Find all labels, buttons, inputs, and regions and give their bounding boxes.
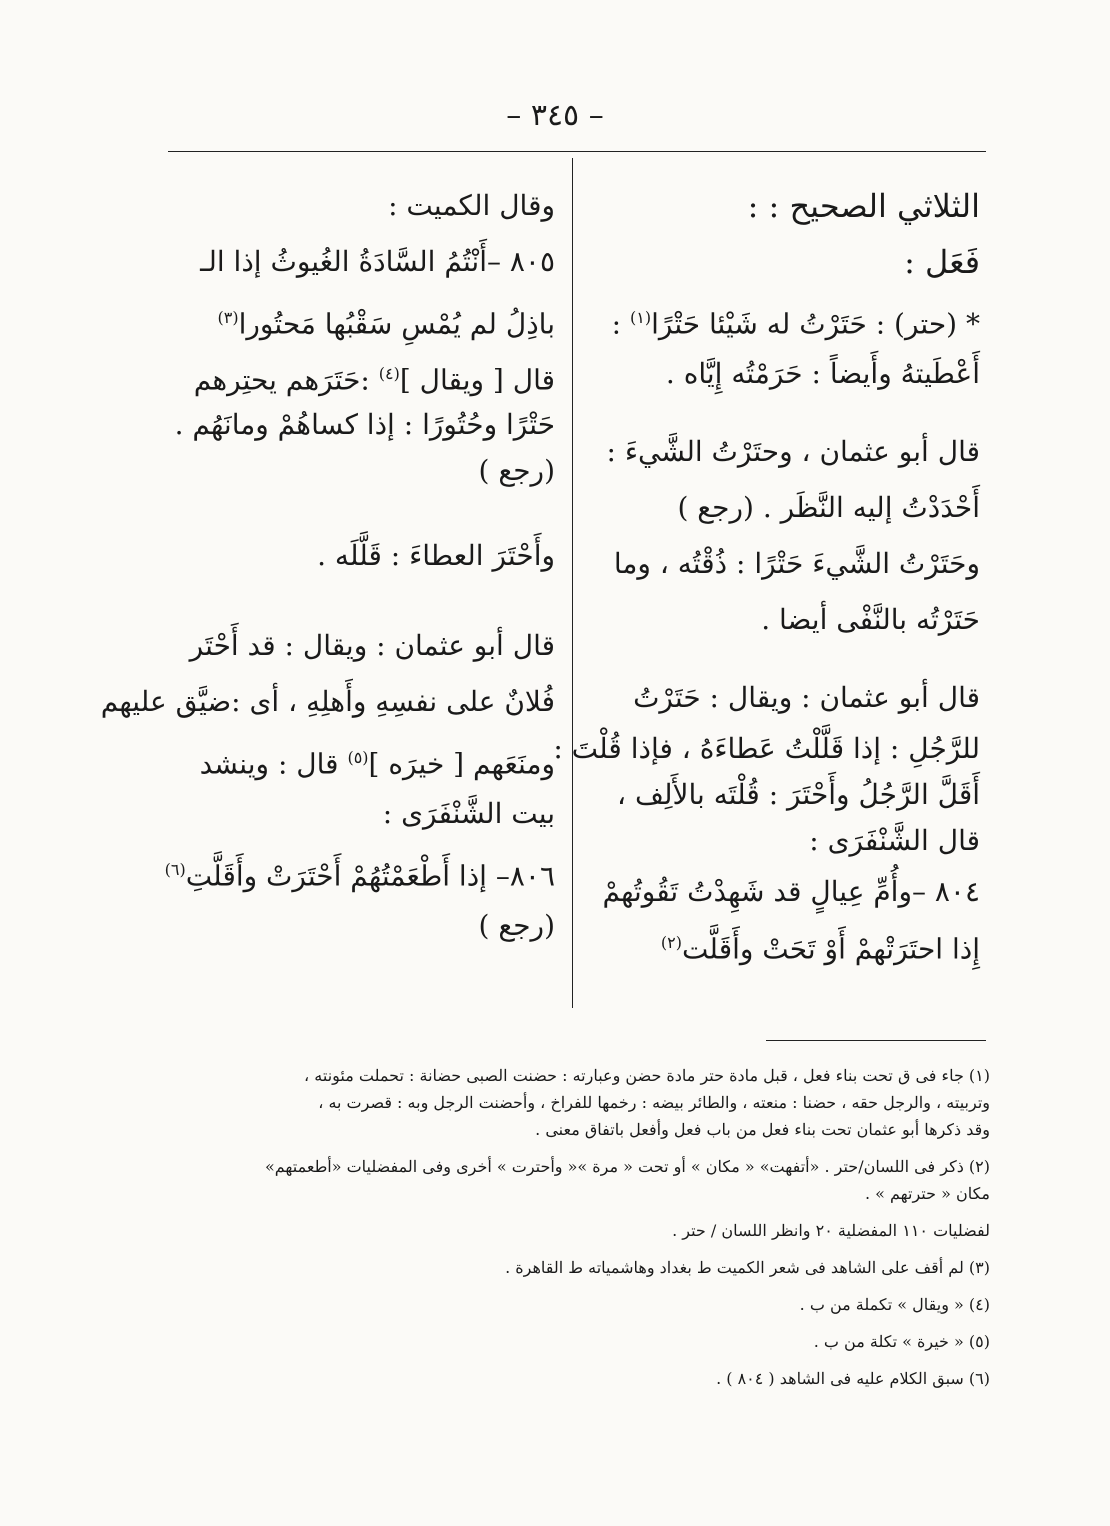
page-number: – ٣٤٥ –: [506, 98, 604, 133]
verse-line: ٨٠٥ –أَنْتُمُ السَّادَةُ الغُيوثُ إذا الـ: [200, 245, 555, 278]
text-line: حَتَرْتُه بالنَّفْى أيضا .: [761, 603, 980, 636]
text-line: فُلانٌ على نفسِهِ وأَهلِهِ ، أى :ضيَّق عليهم: [100, 685, 555, 718]
footnote-line: لفضليات ١١٠ المفضلية ٢٠ وانظر اللسان / حتر .: [672, 1221, 990, 1240]
verse-line: باذِلُ لم يُمْسِ سَقْبُها مَحتُورا$^{(٣)}$: [217, 307, 555, 341]
text-line: أَحْدَدْتُ إليه النَّظَر . (رجع ): [677, 491, 980, 524]
text-line: أَعْطَيتهُ وأَيضاً : حَرَمْتُه إِيَّاه .: [665, 357, 980, 390]
footnote-rule: [766, 1040, 986, 1041]
text-line: حَتْرًا وحُتُورًا : إذا كساهُمْ ومانَهُم .: [174, 408, 555, 441]
text-line: أَقَلَّ الرَّجُلُ وأَحْتَرَ : قُلْتَه بالأَلِف ،: [617, 778, 980, 811]
footnote-line: (٢) ذكر فى اللسان/حتر . «أتفهت» « مكان » أو تحت « مرة »« وأحترت » أخرى وفى المفضليات «أطعمتهم»: [264, 1157, 990, 1176]
footnotes: [170, 1062, 990, 1392]
footnote-line: (٣) لم أقف على الشاهد فى شعر الكميت ط بغداد وهاشمياته ط القاهرة .: [505, 1258, 990, 1277]
footnote-line: (٤) « ويقال » تكملة من ب .: [799, 1295, 990, 1314]
footnote-ref: (٢): [660, 933, 682, 952]
text-line: قال أبو عثمان : ويقال : حَتَرْتُ: [633, 681, 980, 714]
text-line: وأَحْتَرَ العطاءَ : قَلَّلَه .: [317, 539, 555, 572]
footnote-ref: (٣): [217, 308, 239, 327]
footnote-line: (٦) سبق الكلام عليه فى الشاهد ( ٨٠٤ ) .: [716, 1369, 990, 1388]
text-line: قال [ ويقال ]$^{(٤)}$ :حَتَرَهم يحتِرهم: [193, 363, 555, 397]
return-marker: (رجع ): [478, 454, 555, 487]
text-line: ومنَعَهم [ خيرَه ]$^{(٥)}$ قال : وينشد: [199, 747, 555, 781]
verse-line: ٨٠٤ –وأُمِّ عِيالٍ قد شَهِدْتُ تَقُوتُهمْ: [602, 875, 980, 908]
footnote-line: وتربيته ، والرجل حقه ، حضنا : منعته ، والطائر بيضه : رخمها للفراخ ، وأحضنت الرجل وبه : قصرت به ،: [318, 1093, 990, 1112]
text-line: بيت الشَّنْفَرَى :: [382, 797, 555, 830]
text-line: وحَتَرْتُ الشَّيءَ حَتْرًا : ذُقْتُه ، وما: [613, 547, 980, 580]
text-line: * (حتر) : حَتَرْتُ له شَيْئا حَتْرًا$^{(١)}$ :: [611, 307, 980, 341]
footnote-ref: (٥): [347, 748, 369, 767]
text-line: قال أبو عثمان ، وحتَرْتُ الشَّيءَ :: [606, 435, 980, 468]
text-line: وقال الكميت :: [388, 189, 555, 222]
footnote-line: مكان « حترتهم » .: [864, 1184, 990, 1203]
text-line: قال أبو عثمان : ويقال : قد أَحْتَر: [189, 629, 555, 662]
footnote-ref: (٤): [378, 364, 400, 383]
footnote-ref: (٦): [164, 860, 186, 879]
pattern-heading: فَعَل :: [904, 243, 980, 281]
left-column: [100, 178, 555, 954]
footnote-line: وقد ذكرها أبو عثمان تحت بناء فعل من باب فعل وأفعل باتفاق معنى .: [535, 1120, 990, 1139]
header-rule: [168, 151, 986, 152]
column-divider: [572, 158, 573, 1008]
verse-line: ٨٠٦– إذا أَطْعَمْتُهُمْ أَحْتَرَتْ وأَقَلَّتِ$^{(٦)}$: [164, 859, 555, 893]
footnote-line: (١) جاء فى ق تحت بناء فعل ، قبل مادة حتر مادة حضن وعبارته : حضنت الصبى حضانة : تحملت مئونته ،: [304, 1066, 990, 1085]
text-line: للرَّجُلِ : إذا قَلَّلْتُ عَطاءَهُ ، فإذا قُلْتَ :: [553, 732, 980, 765]
footnote-line: (٥) « خيرة » تكلة من ب .: [813, 1332, 990, 1351]
right-column: [553, 178, 980, 966]
return-marker: (رجع ): [478, 909, 555, 942]
footnote-ref: (١): [630, 308, 652, 327]
section-heading: الثلاثي الصحيح : :: [747, 187, 980, 225]
text-line: قال الشَّنْفَرَى :: [809, 824, 980, 857]
verse-line: إِذا احتَرَتْهمْ أَوْ تَحَتْ وأَقَلَّت$^{(٢)}$: [660, 932, 980, 966]
